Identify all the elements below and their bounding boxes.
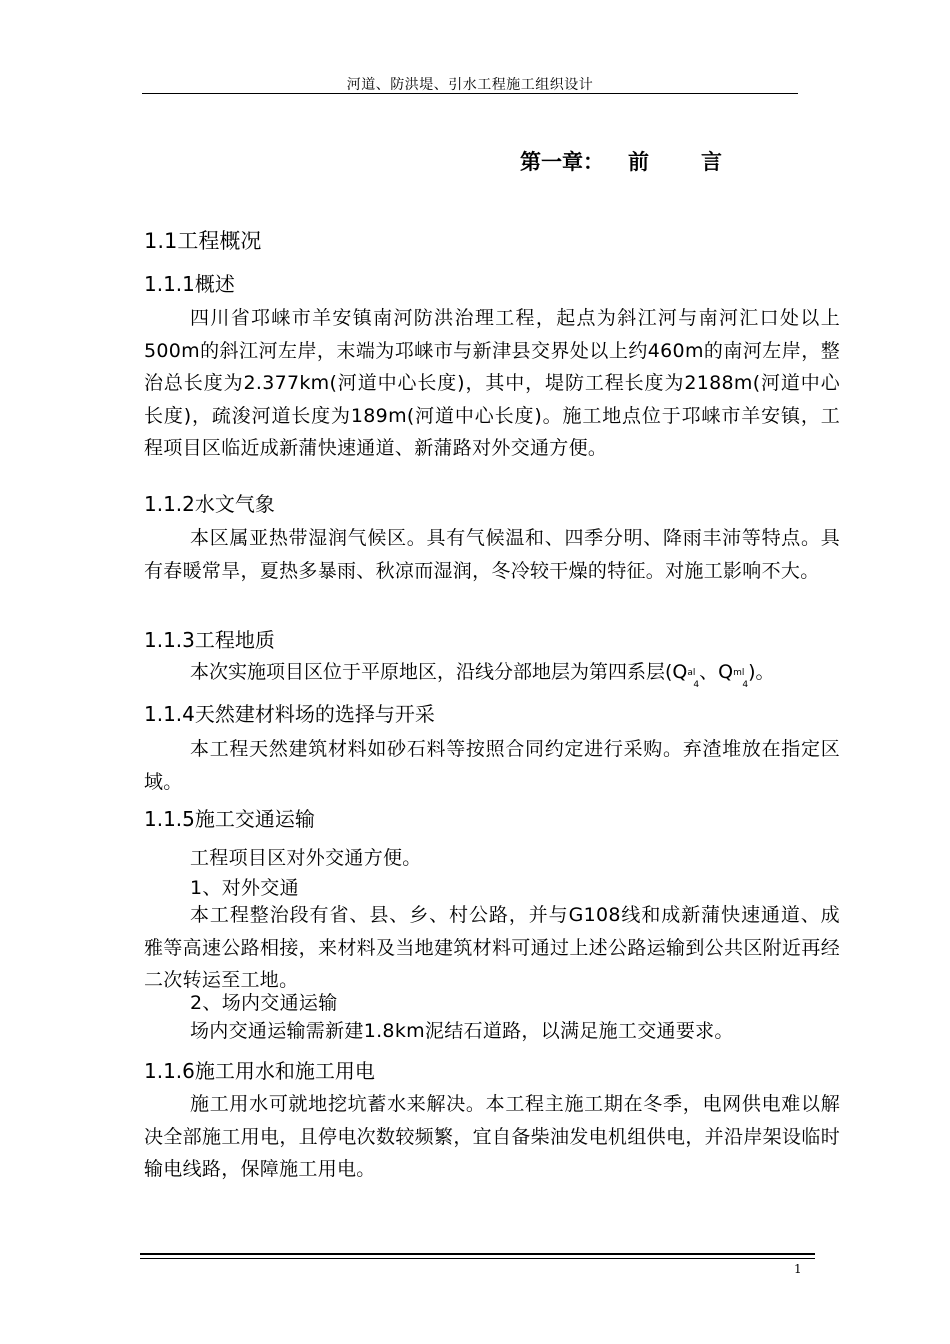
section-heading-1-1-3: 1.1.3工程地质	[144, 628, 275, 652]
section-heading-1-1-1: 1.1.1概述	[144, 272, 235, 296]
chapter-char-1: 前	[628, 150, 649, 174]
running-header: 河道、防洪堤、引水工程施工组织设计	[346, 77, 594, 93]
chapter-label: 第一章：	[520, 150, 604, 174]
section-heading-1-1-2: 1.1.2水文气象	[144, 492, 275, 516]
geology-sub-1: 4	[693, 680, 700, 690]
section-heading-1-1-6: 1.1.6施工用水和施工用电	[144, 1059, 375, 1083]
geology-sep: 、Q	[699, 661, 734, 683]
header-rule	[142, 93, 798, 94]
geology-text: 本次实施项目区位于平原地区，沿线分部地层为第四系层(Q	[190, 661, 688, 683]
footer-rule-thin	[140, 1258, 815, 1259]
chapter-title	[520, 146, 722, 176]
traffic-item-1-heading: 1、对外交通	[190, 877, 299, 899]
footer-rule-thick	[140, 1253, 815, 1255]
paragraph-overview: 四川省邛崃市羊安镇南河防洪治理工程，起点为斜江河与南河汇口处以上500m的斜江河左岸，末端为邛崃市与新津县交界处以上约460m的南河左岸，整治总长度为2.377km(河道中心长度)，其中，堤防工程长度为2188m(河道中心长度)，疏浚河道长度为189m(河道中心长度)。施工地点位于邛崃市羊安镇，工程项目区临近成新蒲快速通道、新蒲路对外交通方便。	[144, 307, 840, 459]
section-heading-1-1-4: 1.1.4天然建材料场的选择与开采	[144, 702, 435, 726]
page-number: 1	[794, 1262, 802, 1276]
paragraph-materials: 本工程天然建筑材料如砂石料等按照合同约定进行采购。弃渣堆放在指定区域。	[144, 738, 840, 793]
geology-sub-2: 4	[742, 680, 749, 690]
section-heading-1-1-5: 1.1.5施工交通运输	[144, 807, 315, 831]
paragraph-hydrology: 本区属亚热带湿润气候区。具有气候温和、四季分明、降雨丰沛等特点。具有春暖常旱，夏热多暴雨、秋凉而湿润，冬冷较干燥的特征。对施工影响不大。	[144, 527, 840, 582]
geology-sup-2: ml	[733, 668, 745, 678]
chapter-char-2: 言	[701, 150, 722, 174]
traffic-item-2-heading: 2、场内交通运输	[190, 992, 338, 1014]
paragraph-geology	[144, 656, 854, 693]
section-heading-1-1: 1.1工程概况	[144, 229, 262, 253]
traffic-item-2-text: 场内交通运输需新建1.8km泥结石道路，以满足施工交通要求。	[190, 1020, 734, 1042]
geology-end: )。	[748, 661, 775, 683]
paragraph-water-power: 施工用水可就地挖坑蓄水来解决。本工程主施工期在冬季，电网供电难以解决全部施工用电，且停电次数较频繁，宜自备柴油发电机组供电，并沿岸架设临时输电线路，保障施工用电。	[144, 1093, 840, 1180]
traffic-intro: 工程项目区对外交通方便。	[190, 847, 422, 869]
traffic-item-1-text: 本工程整治段有省、县、乡、村公路，并与G108线和成新蒲快速通道、成雅等高速公路相接，来材料及当地建筑材料可通过上述公路运输到公共区附近再经二次转运至工地。	[144, 904, 840, 991]
geology-sup-1: al	[687, 668, 696, 678]
